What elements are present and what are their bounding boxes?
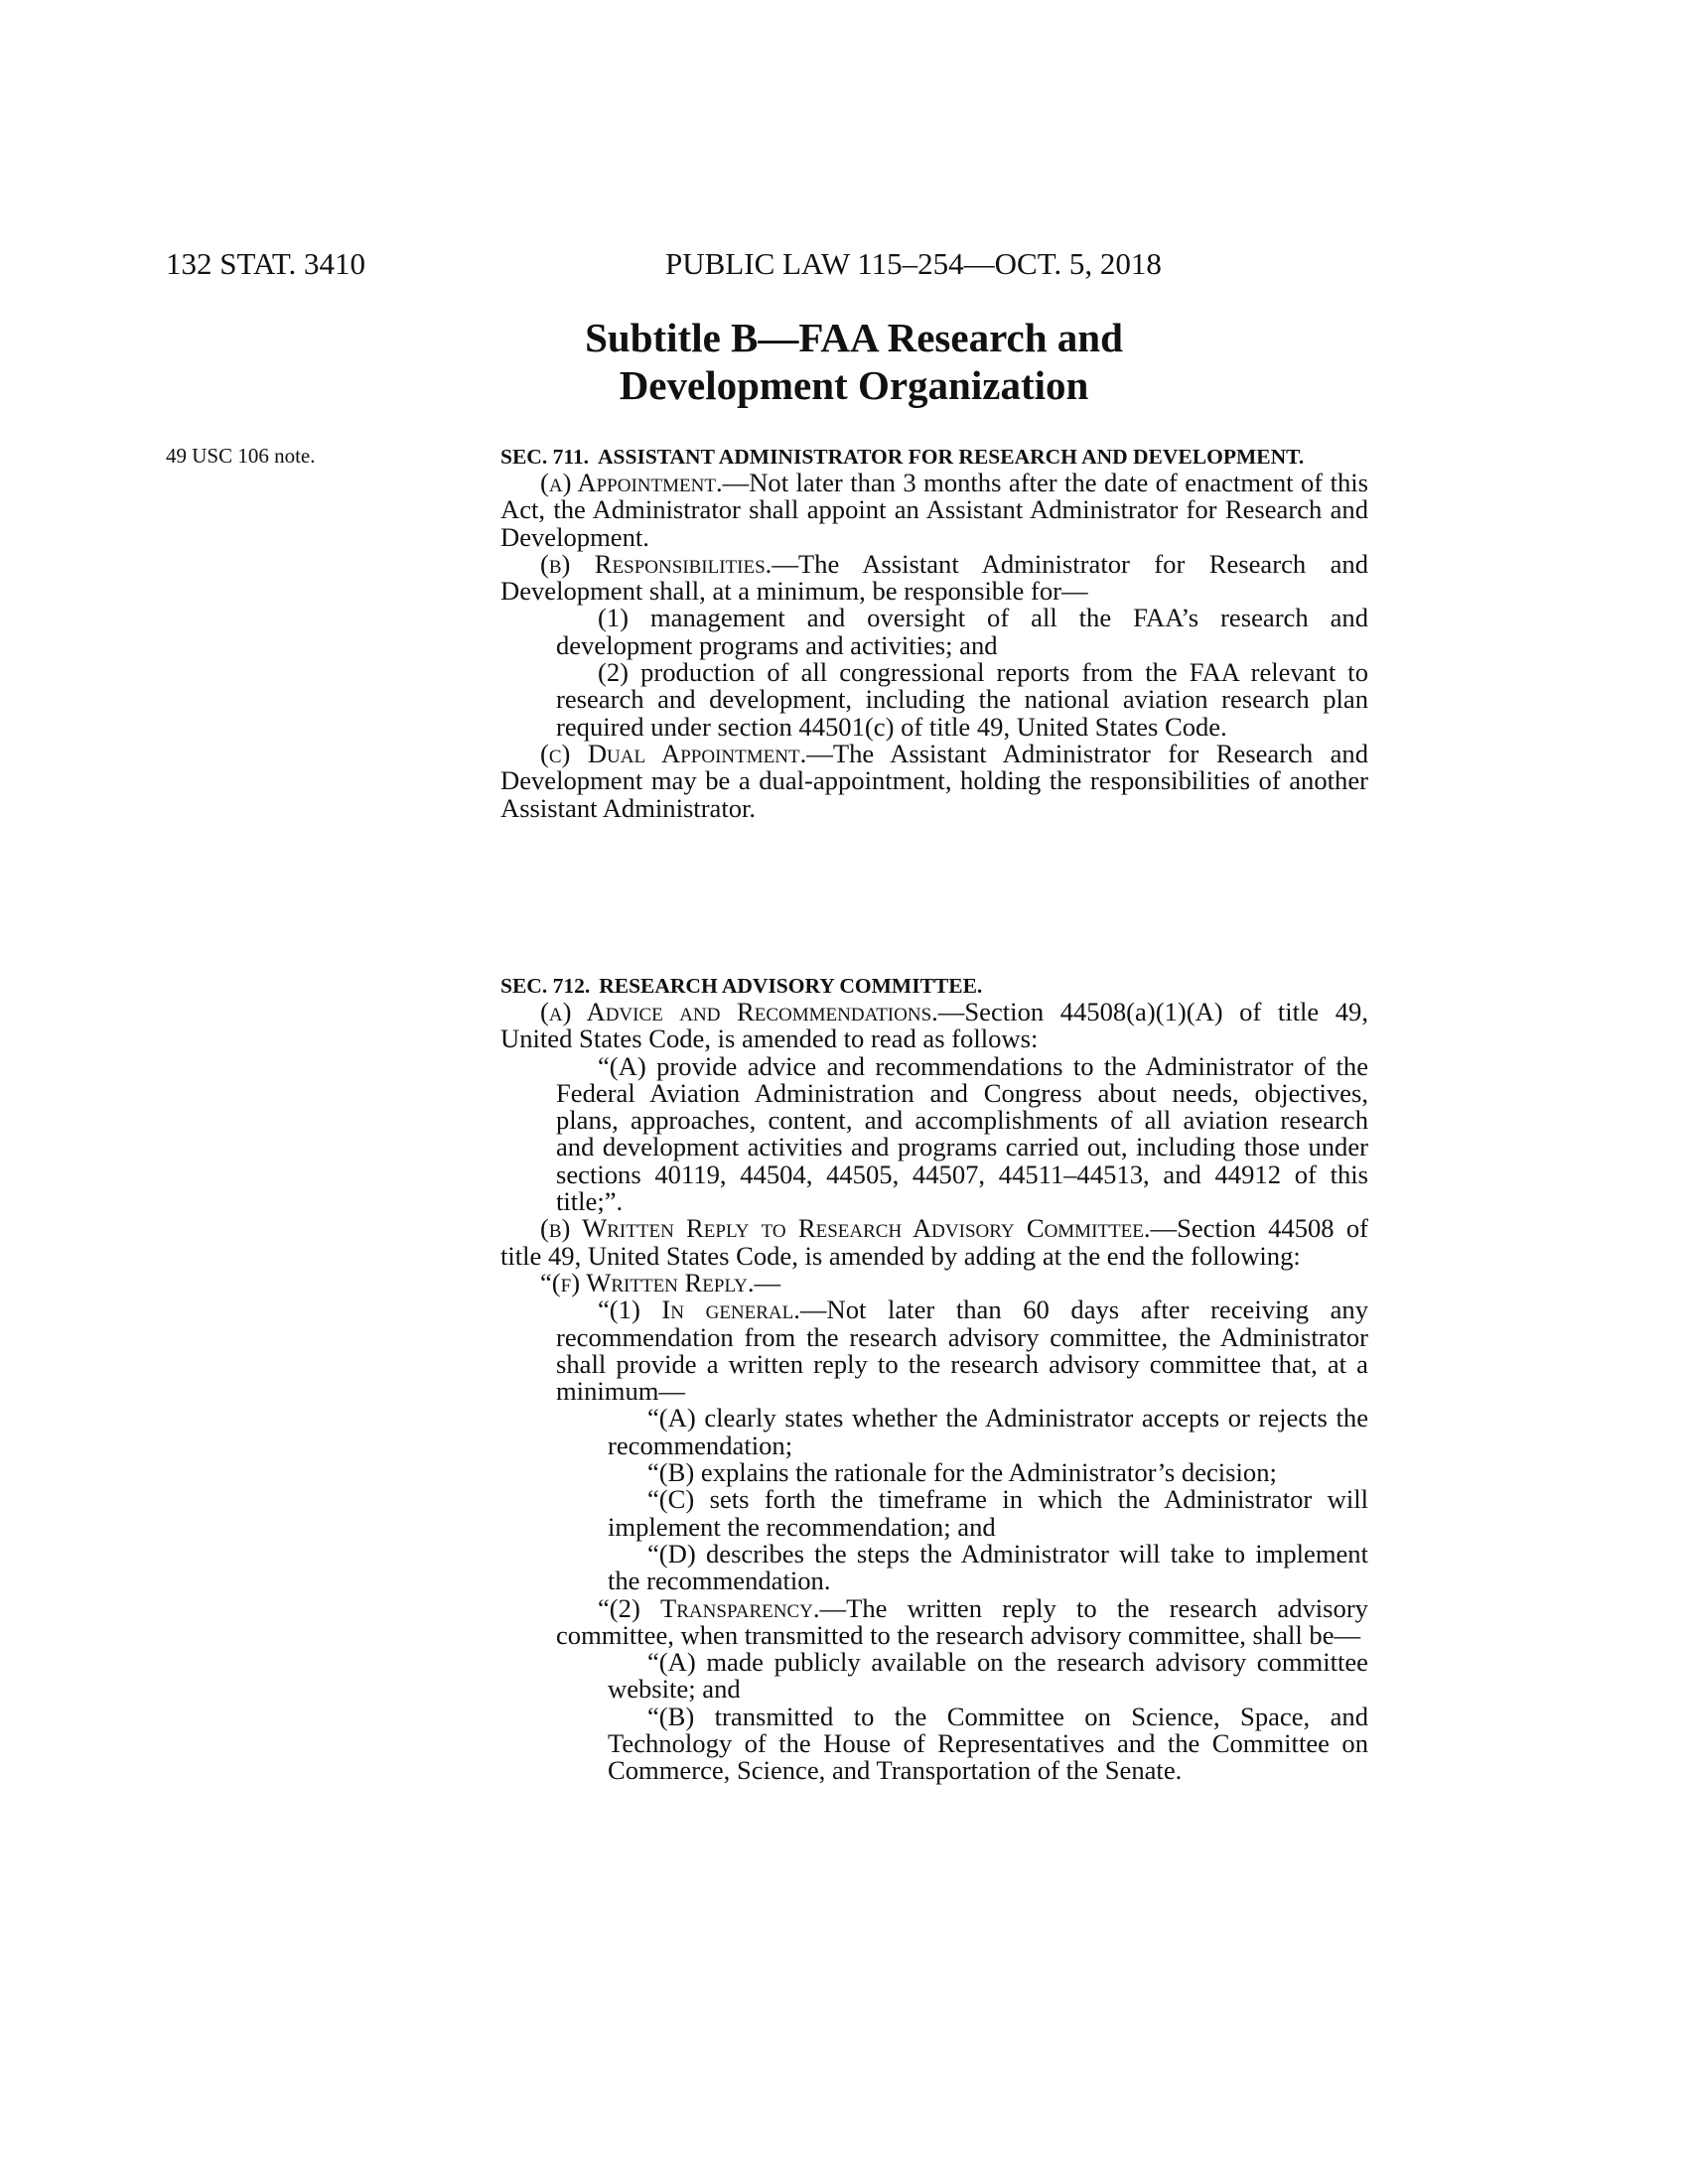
subtitle-line-2: Development Organization <box>619 362 1089 408</box>
section-711-paragraph-1: (1) management and oversight of all the FAA’s research and development programs and activities; and <box>556 603 1368 660</box>
statute-page-number: 132 STAT. 3410 <box>166 246 366 281</box>
subsection-dash: — <box>754 1267 781 1297</box>
subtitle-heading <box>496 314 1211 409</box>
section-711-paragraph-2: (2) production of all congressional reports from the FAA relevant to research and development, including the national aviation research plan required under section 44501(c) of title 49, United States Code. <box>556 657 1368 742</box>
subsection-text: —The Assistant Administrator for Research and Development shall, at a minimum, be responsible for— <box>500 548 1368 607</box>
paragraph-heading: In general. <box>661 1295 800 1325</box>
section-711-subsection-b <box>500 548 1368 607</box>
subsection-heading: (a) Appointment. <box>540 468 723 497</box>
section-712-clause-f2A: “(A) made publicly available on the research advisory committee website; and <box>608 1647 1368 1705</box>
paragraph-text: —The written reply to the research advisory committee, when transmitted to the research advisory committee, shall be— <box>556 1592 1368 1650</box>
section-712-paragraph-f1 <box>500 1297 1368 1405</box>
section-712-number: SEC. 712. <box>500 974 591 998</box>
subsection-text: —Section 44508 of title 49, United States Code, is amended by adding at the end the following: <box>500 1213 1368 1271</box>
section-712-paragraph-f2 <box>500 1592 1368 1650</box>
section-712-subsection-b <box>500 1215 1368 1270</box>
section-712 <box>500 973 1368 1785</box>
section-711 <box>500 444 1368 822</box>
subsection-text: —Section 44508(a)(1)(A) of title 49, United States Code, is amended to read as follows: <box>500 997 1369 1054</box>
section-711-title: ASSISTANT ADMINISTRATOR FOR RESEARCH AND DEVELOPMENT. <box>598 445 1305 469</box>
subsection-heading: (b) Written Reply to Research Advisory Committee. <box>540 1213 1151 1244</box>
paragraph-prefix: “(1) <box>598 1295 662 1325</box>
section-712-clause-f1A: “(A) clearly states whether the Administrator accepts or rejects the recommendation; <box>608 1403 1368 1460</box>
subsection-text: —Not later than 3 months after the date of enactment of this Act, the Administrator shall appoint an Assistant Administrator for Research and Development. <box>500 468 1368 552</box>
paragraph-prefix: “(2) <box>598 1592 661 1623</box>
margin-note: 49 USC 106 note. <box>166 444 316 468</box>
section-712-heading <box>500 973 1368 999</box>
section-712-clause-f2B: “(B) transmitted to the Committee on Science, Space, and Technology of the House of Representatives and the Committee on Commerce, Science, and Transportation of the Senate. <box>608 1701 1368 1786</box>
subsection-heading: (a) Advice and Recommendations. <box>540 997 938 1026</box>
section-712-clause-f1B: “(B) explains the rationale for the Administrator’s decision; <box>647 1457 1277 1488</box>
section-712-title: RESEARCH ADVISORY COMMITTEE. <box>599 974 983 998</box>
section-711-subsection-a <box>500 470 1368 551</box>
subsection-text: —The Assistant Administrator for Research and Development may be a dual-appointment, holding the responsibilities of another Assistant Administrator. <box>500 738 1368 823</box>
subsection-heading: “(f) Written Reply. <box>540 1267 755 1297</box>
section-711-number: SEC. 711. <box>500 445 590 469</box>
subtitle-line-1: Subtitle B—FAA Research and <box>585 315 1123 360</box>
paragraph-text: —Not later than 60 days after receiving any recommendation from the research advisory committee, the Administrator shall provide a written reply to the research advisory committee that, at a minimum— <box>556 1295 1368 1407</box>
section-712-clause-f1C: “(C) sets forth the timeframe in which the Administrator will implement the recommendation; and <box>608 1484 1368 1542</box>
running-header: PUBLIC LAW 115–254—OCT. 5, 2018 <box>665 246 1162 281</box>
section-712-clause-f1D: “(D) describes the steps the Administrator will take to implement the recommendation. <box>608 1538 1368 1596</box>
section-712-subsection-f <box>500 1267 1368 1297</box>
section-712-quoted-amendment: “(A) provide advice and recommendations to the Administrator of the Federal Aviation Administration and Congress about needs, objectives, plans, approaches, content, and accomplishments of all aviation research and development activities and programs carried out, including those under sections 40119, 44504, 44505, 44507, 44511–44513, and 44912 of this title;”. <box>556 1050 1368 1217</box>
section-712-subsection-a <box>500 999 1368 1053</box>
section-711-subsection-c <box>500 738 1368 823</box>
section-711-heading <box>500 444 1368 470</box>
subsection-heading: (b) Responsibilities. <box>540 548 773 579</box>
subsection-heading: (c) Dual Appointment. <box>540 738 807 768</box>
paragraph-heading: Transparency. <box>660 1592 820 1623</box>
